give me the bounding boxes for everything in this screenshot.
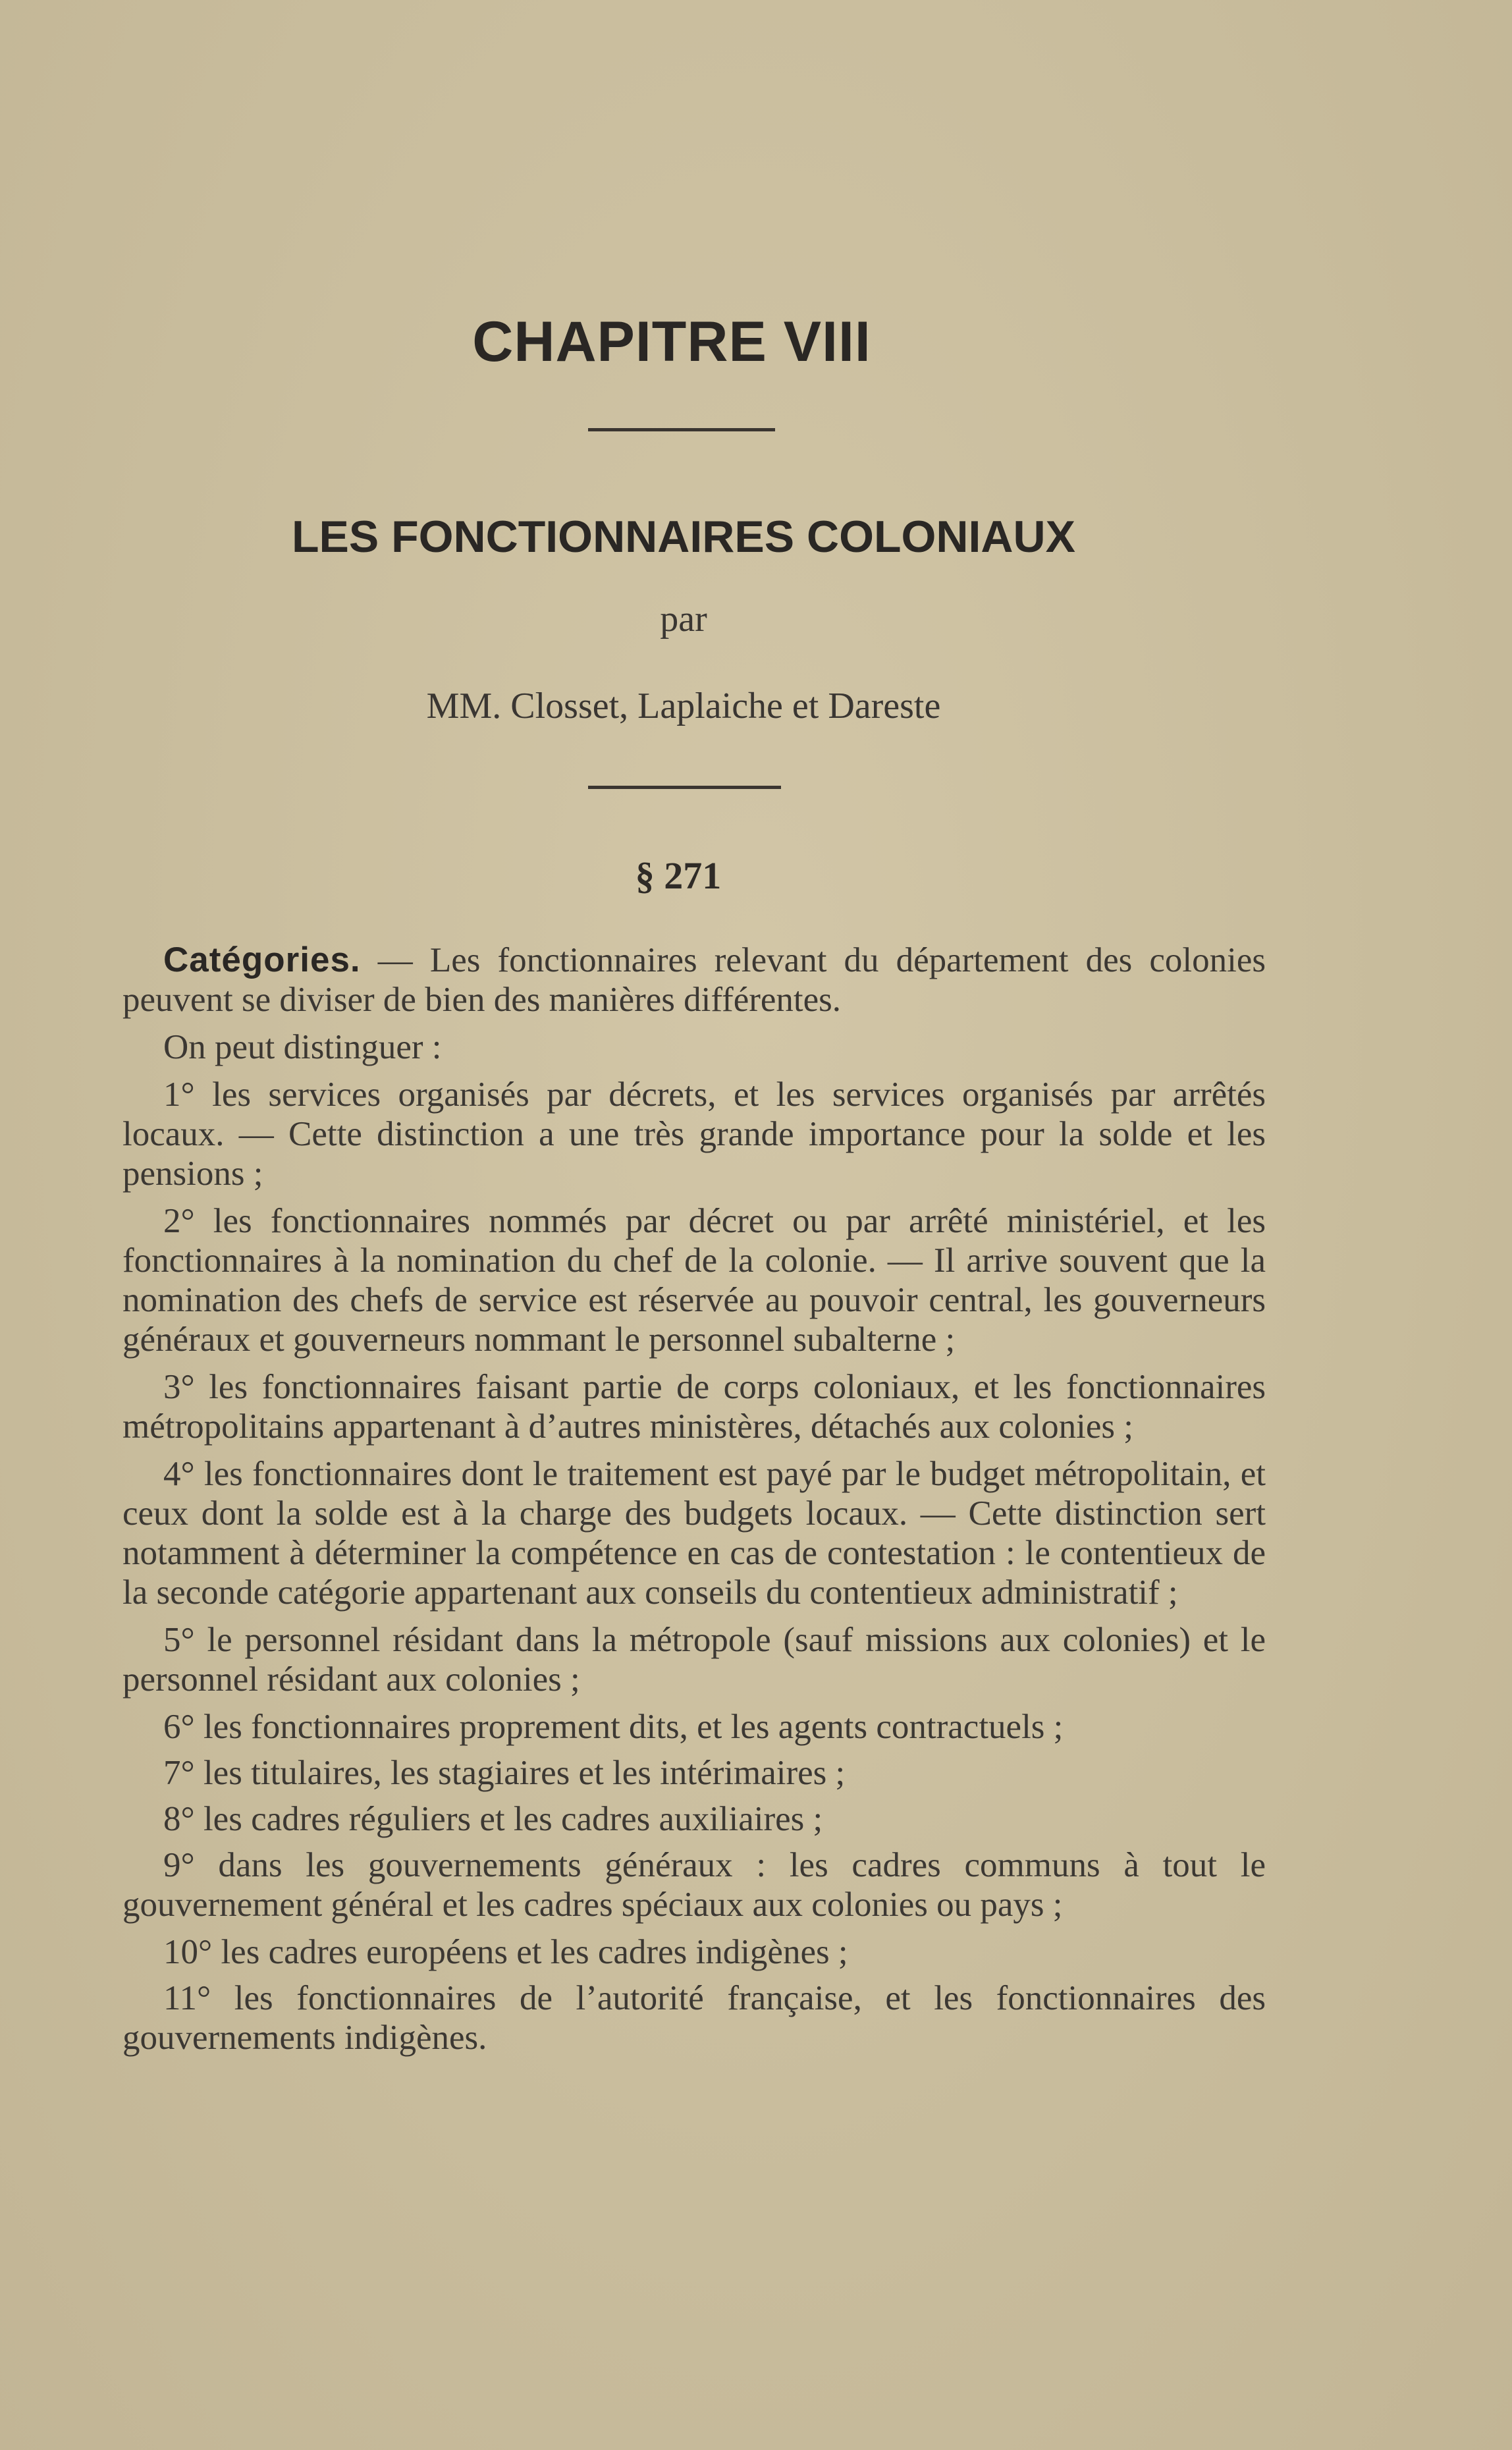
list-item: 5° le personnel résidant dans la métropole (sauf missions aux colonies) et le personnel résidant aux colonies ;: [122, 1621, 1266, 1699]
list-item: 11° les fonctionnaires de l’autorité française, et les fonctionnaires des gouvernements indigènes.: [122, 1979, 1266, 2057]
list-item: 9° dans les gouvernements généraux : les cadres communs à tout le gouvernement général et les cadres spéciaux aux colonies ou pays ;: [122, 1846, 1266, 1924]
byline-par: par: [660, 599, 707, 640]
section-title: LES FONCTIONNAIRES COLONIAUX: [291, 512, 1076, 562]
section-number: § 271: [635, 854, 722, 897]
list-item: 7° les titulaires, les stagiaires et les intérimaires ;: [163, 1754, 846, 1792]
lead-heading: Catégories.: [163, 940, 361, 979]
authors-divider: [588, 786, 781, 789]
list-item: 10° les cadres européens et les cadres indigènes ;: [163, 1933, 848, 1971]
authors: MM. Closset, Laplaiche et Dareste: [426, 686, 941, 726]
list-item: 1° les services organisés par décrets, et les services organisés par arrêtés locaux. — Cette distinction a une très grande importance pour la solde et les pensions ;: [122, 1075, 1266, 1193]
intro-paragraph: [122, 940, 1266, 1020]
title-divider: [588, 428, 775, 431]
intro-text: — Les fonctionnaires relevant du département des colonies peuvent se diviser de bien des manières différentes.: [122, 941, 1266, 1019]
distinguish-paragraph: On peut distinguer :: [163, 1028, 442, 1066]
list-item: 3° les fonctionnaires faisant partie de corps coloniaux, et les fonctionnaires métropolitains appartenant à d’autres ministères, détachés aux colonies ;: [122, 1368, 1266, 1446]
list-item: 8° les cadres réguliers et les cadres auxiliaires ;: [163, 1800, 823, 1838]
list-item: 6° les fonctionnaires proprement dits, et les agents contractuels ;: [163, 1708, 1064, 1746]
body-text: [122, 940, 1266, 2065]
list-item: 2° les fonctionnaires nommés par décret ou par arrêté ministériel, et les fonctionnaires à la nomination du chef de la colonie. — Il arrive souvent que la nomination des chefs de service est réservée au pouvoir central, les gouverneurs généraux et gouverneurs nommant le personnel subalterne ;: [122, 1202, 1266, 1359]
list-item: 4° les fonctionnaires dont le traitement est payé par le budget métropolitain, et ceux dont la solde est à la charge des budgets locaux. — Cette distinction sert notamment à déterminer la compétence en cas de contestation : le contentieux de la seconde catégorie appartenant aux conseils du contentieux administratif ;: [122, 1455, 1266, 1612]
chapter-title: CHAPITRE VIII: [472, 310, 871, 373]
